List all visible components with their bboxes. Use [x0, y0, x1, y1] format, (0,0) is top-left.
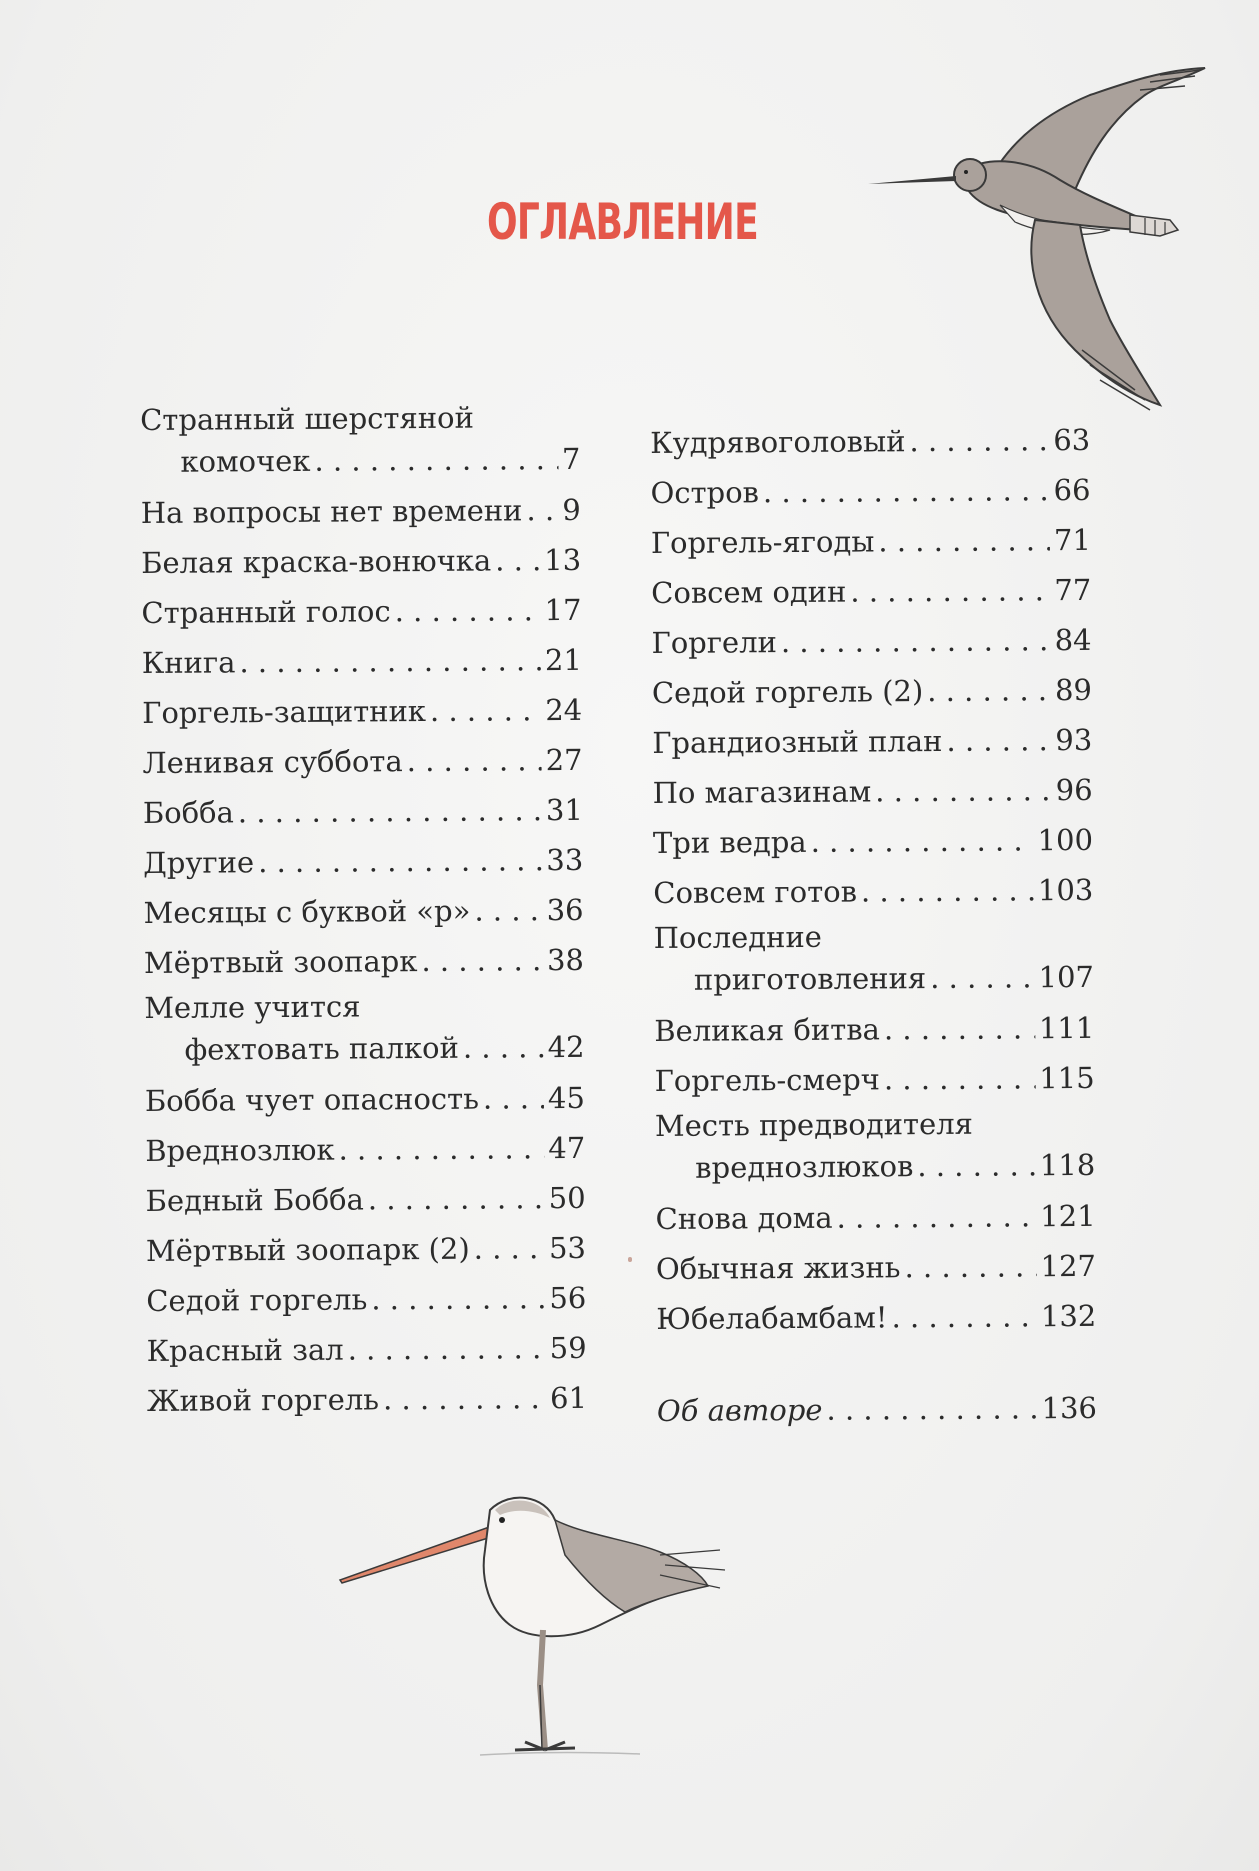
toc-entry[interactable]	[650, 465, 1090, 518]
toc-page-number: 50	[548, 1180, 586, 1216]
dot-leader	[810, 815, 1033, 867]
toc-entry[interactable]	[142, 735, 582, 788]
toc-entry[interactable]	[146, 1273, 586, 1326]
dot-leader	[430, 685, 542, 736]
toc-entry-title: Странный голос	[141, 594, 391, 630]
toc-page-number: 100	[1037, 822, 1094, 858]
toc-entry-title-continued: приготовления	[693, 961, 927, 997]
toc-page-number: 42	[547, 1029, 585, 1065]
toc-page-number: 118	[1039, 1147, 1096, 1183]
toc-entry-line	[144, 935, 584, 988]
dot-leader	[347, 1323, 545, 1374]
dot-leader	[884, 1053, 1036, 1104]
toc-entry-title: По магазинам	[652, 774, 872, 810]
dot-leader	[861, 865, 1034, 916]
toc-entry-title: Снова дома	[655, 1200, 833, 1236]
toc-entry-title: Кудрявоголовый	[650, 424, 906, 460]
ink-speck	[628, 1257, 632, 1262]
dot-leader	[891, 1291, 1037, 1342]
toc-entry[interactable]	[653, 865, 1093, 918]
toc-entry-title-continued: комочек	[180, 443, 311, 479]
dot-leader	[338, 1123, 544, 1174]
toc-entry-line	[147, 1373, 587, 1426]
toc-page-number: 66	[1053, 472, 1091, 508]
toc-page-number: 63	[1053, 422, 1091, 458]
toc-page-number: 7	[561, 441, 581, 477]
toc-entry[interactable]	[143, 835, 583, 888]
toc-entry-line	[145, 1173, 585, 1226]
toc-entry-title: Мёртвый зоопарк	[143, 944, 418, 980]
toc-entry[interactable]	[654, 1003, 1094, 1056]
toc-entry-title: Об авторе	[656, 1392, 823, 1428]
toc-entry[interactable]	[147, 1373, 587, 1426]
dot-leader	[904, 1241, 1036, 1292]
toc-entry-line	[143, 785, 583, 838]
toc-page-number: 77	[1054, 572, 1092, 608]
toc-entry-line	[651, 515, 1091, 568]
toc-entry-line	[650, 465, 1090, 518]
toc-entry-title: Бобба	[142, 795, 234, 830]
toc-entry-line	[141, 535, 581, 588]
toc-entry-title: Красный зал	[146, 1332, 344, 1368]
toc-entry[interactable]	[652, 715, 1092, 768]
toc-page-number: 24	[545, 692, 583, 728]
standing-sandpiper-illustration	[330, 1480, 790, 1780]
dot-leader	[371, 1273, 545, 1324]
toc-entry[interactable]	[145, 1173, 585, 1226]
dot-leader	[483, 1073, 544, 1123]
toc-right-column	[650, 415, 1097, 1436]
toc-page-number: 56	[549, 1280, 587, 1316]
dot-leader	[836, 1191, 1036, 1242]
toc-page-number: 13	[544, 542, 582, 578]
toc-entry-line	[142, 685, 582, 738]
toc-page-number: 121	[1040, 1198, 1096, 1234]
toc-entry-line	[145, 1123, 585, 1176]
toc-entry-title: Другие	[143, 845, 255, 880]
toc-entry-title: Великая битва	[654, 1012, 881, 1048]
toc-entry-title: Живой горгель	[146, 1382, 380, 1418]
toc-entry-title: Горгель-ягоды	[650, 524, 875, 560]
toc-entry[interactable]	[652, 765, 1092, 818]
dot-leader	[826, 1383, 1037, 1434]
toc-entry-title-continued: вреднозлюков	[695, 1149, 914, 1185]
toc-entry-line	[650, 415, 1090, 468]
toc-entry-title: Седой горгель (2)	[651, 674, 924, 710]
toc-page-number: 71	[1053, 522, 1091, 558]
toc-page-number: 61	[549, 1380, 588, 1416]
toc-page-number: 132	[1040, 1298, 1097, 1334]
dot-leader	[884, 1003, 1035, 1054]
toc-entry-line	[140, 437, 580, 484]
section-spacer	[656, 1341, 1096, 1386]
toc-entry-line	[657, 1383, 1097, 1436]
toc-entry-title: Юбелабамбам!	[656, 1300, 888, 1336]
toc-entry-line	[143, 885, 583, 938]
toc-entry-title: Горгель-защитник	[142, 694, 427, 730]
toc-entry-title: Совсем готов	[653, 874, 858, 910]
dot-leader	[314, 437, 558, 483]
toc-page-number: 36	[546, 892, 584, 928]
toc-entry-line	[655, 1143, 1095, 1190]
toc-entry[interactable]	[651, 615, 1091, 668]
toc-page-number: 136	[1041, 1390, 1098, 1426]
toc-entry-title: Книга	[141, 645, 236, 680]
dot-leader	[781, 615, 1051, 667]
toc-entry[interactable]	[144, 935, 584, 988]
toc-entry-line	[654, 955, 1094, 1002]
toc-page-number: 33	[546, 842, 584, 878]
dot-leader	[258, 835, 543, 887]
toc-entry[interactable]	[144, 985, 585, 1076]
toc-entry-line	[656, 1241, 1096, 1294]
toc-page-number: 59	[549, 1330, 587, 1366]
toc-entry-line	[142, 635, 582, 688]
toc-page-number: 38	[546, 942, 585, 978]
toc-page-number: 93	[1055, 722, 1093, 758]
toc-page-number: 9	[562, 492, 581, 528]
toc-entry[interactable]	[651, 565, 1091, 618]
toc-entry[interactable]	[141, 485, 581, 538]
toc-entry-line	[143, 835, 583, 888]
toc-entry-line	[652, 765, 1092, 818]
dot-leader	[463, 1025, 544, 1070]
toc-entry-line	[141, 585, 581, 638]
toc-entry-line	[146, 1223, 586, 1276]
toc-left-column	[140, 397, 587, 1426]
toc-entry-title: Седой горгель	[146, 1282, 368, 1318]
dot-leader	[474, 885, 543, 935]
dot-leader	[763, 465, 1050, 517]
toc-entry-line	[651, 565, 1091, 618]
toc-entry-line	[146, 1273, 586, 1326]
toc-entry[interactable]	[146, 1223, 586, 1276]
toc-entry-title: Три ведра	[652, 824, 807, 860]
toc-page-number: 47	[548, 1130, 586, 1166]
toc-entry-line	[653, 815, 1093, 868]
page-title: ОГЛАВЛЕНИЕ	[487, 193, 758, 251]
toc-entry-title: Горгели	[651, 625, 778, 660]
toc-entry[interactable]	[141, 585, 581, 638]
dot-leader	[909, 415, 1049, 466]
toc-page-number: 53	[548, 1230, 587, 1266]
toc-page-number: 21	[544, 642, 582, 678]
dot-leader	[383, 1373, 546, 1424]
toc-entry-title: Остров	[650, 475, 760, 510]
dot-leader	[927, 665, 1051, 716]
toc-entry[interactable]	[142, 685, 582, 738]
toc-page-number: 103	[1037, 872, 1094, 908]
toc-page-number: 89	[1054, 672, 1093, 708]
toc-entry-line	[656, 1291, 1096, 1344]
toc-entry[interactable]	[656, 1291, 1096, 1344]
toc-page-number: 45	[547, 1080, 586, 1116]
dot-leader	[407, 735, 542, 786]
toc-entry[interactable]	[145, 1073, 585, 1126]
dot-leader	[878, 515, 1050, 566]
toc-entry[interactable]	[656, 1241, 1096, 1294]
toc-page-number: 96	[1055, 772, 1093, 808]
dot-leader	[238, 785, 542, 837]
toc-entry[interactable]	[654, 1053, 1094, 1106]
toc-entry-line	[652, 665, 1092, 718]
toc-entry-title: Горгель-смерч	[654, 1062, 881, 1098]
toc-entry-line	[144, 1025, 584, 1072]
toc-entry-line	[145, 1073, 585, 1126]
toc-entry-title: Обычная жизнь	[655, 1250, 901, 1286]
toc-entry[interactable]	[657, 1383, 1097, 1436]
toc-entry-line	[141, 485, 581, 538]
toc-entry-title: Совсем один	[651, 574, 847, 610]
toc-entry-line	[653, 865, 1093, 918]
toc-entry-title: Ленивая суббота	[142, 744, 403, 780]
toc-entry[interactable]	[143, 885, 583, 938]
toc-page-number: 127	[1040, 1248, 1097, 1284]
toc-entry[interactable]	[146, 1323, 586, 1376]
toc-entry[interactable]	[653, 915, 1094, 1006]
dot-leader	[239, 635, 541, 687]
dot-leader	[850, 565, 1050, 616]
toc-page-number: 115	[1039, 1060, 1095, 1096]
toc-page-number: 31	[545, 792, 583, 828]
dot-leader	[495, 535, 540, 585]
toc-entry-line	[146, 1323, 586, 1376]
toc-entry[interactable]	[650, 415, 1090, 468]
toc-entry-title: Грандиозный план	[652, 723, 943, 760]
toc-entry[interactable]	[142, 635, 582, 688]
toc-entry[interactable]	[141, 535, 581, 588]
toc-entry[interactable]	[145, 1123, 585, 1176]
toc-entry-title: Бобба чует опасность	[144, 1081, 480, 1118]
toc-entry-title: На вопросы нет времени	[140, 493, 523, 530]
toc-entry-line	[655, 1191, 1095, 1244]
toc-entry-title-continued: фехтовать палкой	[184, 1030, 459, 1067]
toc-entry-line	[142, 735, 582, 788]
toc-entry-title: Бедный Бобба	[145, 1182, 364, 1218]
toc-entry-title: Мёртвый зоопарк (2)	[145, 1231, 470, 1268]
toc-entry-title: Белая краска-вонючка	[141, 543, 492, 580]
toc-entry-title: Странный шерстяной	[140, 400, 475, 437]
dot-leader	[394, 585, 540, 636]
flying-sandpiper-illustration	[860, 60, 1230, 420]
toc-entry[interactable]	[655, 1103, 1096, 1194]
dot-leader	[917, 1143, 1036, 1188]
toc-entry-title: Последние	[653, 919, 823, 955]
toc-entry[interactable]	[143, 785, 583, 838]
toc-entry[interactable]	[653, 815, 1093, 868]
dot-leader	[875, 765, 1052, 816]
dot-leader	[946, 715, 1051, 766]
toc-entry-line	[654, 1053, 1094, 1106]
toc-entry[interactable]	[140, 397, 581, 488]
toc-entry-line	[651, 615, 1091, 668]
toc-page-number: 111	[1038, 1010, 1095, 1046]
toc-entry-line	[652, 715, 1092, 768]
dot-leader	[474, 1223, 546, 1273]
toc-entry-title: Вреднозлюк	[145, 1132, 335, 1168]
toc-page-number: 84	[1054, 622, 1092, 658]
toc-page-number: 17	[544, 592, 582, 628]
toc-entry[interactable]	[652, 665, 1092, 718]
toc-entry-title: Месяцы с буквой «р»	[143, 893, 471, 930]
toc-entry-line	[654, 1003, 1094, 1056]
toc-entry-title: Мелле учится	[144, 989, 361, 1025]
toc-entry-title: Месть предводителя	[654, 1106, 974, 1143]
dot-leader	[930, 955, 1035, 1000]
toc-page-number: 107	[1038, 959, 1095, 995]
dot-leader	[526, 485, 558, 535]
toc-entry[interactable]	[651, 515, 1091, 568]
toc-page-number: 27	[545, 742, 583, 778]
dot-leader	[421, 935, 543, 986]
dot-leader	[368, 1173, 545, 1224]
toc-entry[interactable]	[655, 1191, 1095, 1244]
